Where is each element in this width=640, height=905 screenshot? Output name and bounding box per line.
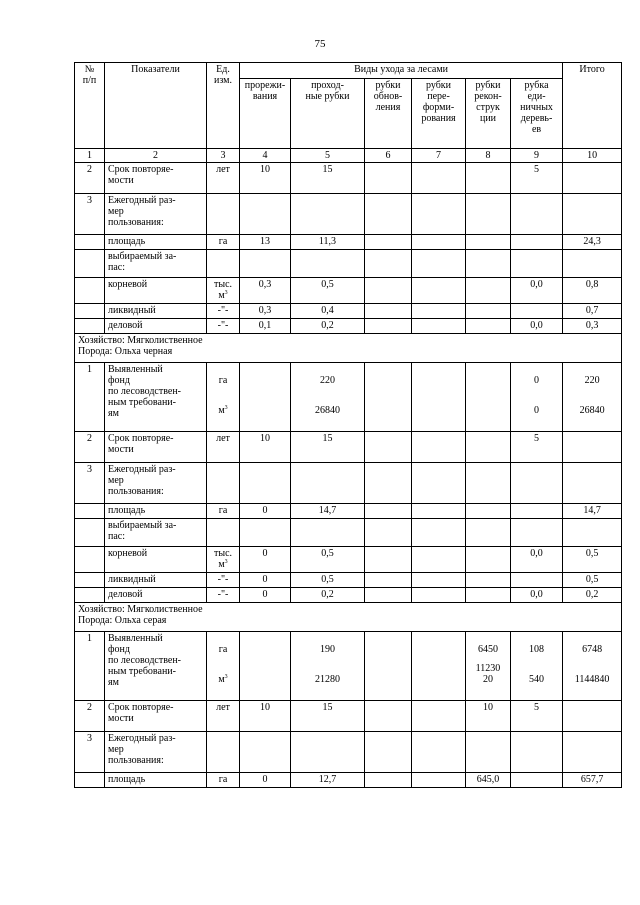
section-header — [75, 603, 622, 632]
cell-value: 0,5 — [291, 573, 365, 588]
cell-value: 15 — [291, 701, 365, 732]
table-row — [75, 504, 622, 519]
cell-value: 0 — [240, 547, 291, 573]
cell-value: 190 21280 — [291, 632, 365, 701]
cell-value: 220 26840 — [291, 363, 365, 432]
table-row — [75, 588, 622, 603]
cell-value: 108 540 — [511, 632, 563, 701]
header-unit: Ед. изм. — [207, 63, 240, 149]
row-unit: -"- — [207, 588, 240, 603]
col-number: 8 — [466, 149, 511, 163]
table-row — [75, 519, 622, 547]
cell-value: 24,3 — [563, 235, 622, 250]
cell-value: 15 — [291, 163, 365, 194]
cell-value: 0,8 — [563, 278, 622, 304]
cell-value: 0 — [240, 573, 291, 588]
row-label: площадь — [105, 773, 207, 788]
header-col-reformation: рубки пере- форми- рования — [412, 79, 466, 149]
header-col-reconstruction: рубки рекон- струк ции — [466, 79, 511, 149]
table-row — [75, 278, 622, 304]
row-number: 1 — [75, 363, 105, 432]
col-number: 9 — [511, 149, 563, 163]
row-number: 3 — [75, 732, 105, 773]
table-row — [75, 547, 622, 573]
cell-value: 0,5 — [291, 278, 365, 304]
cell-value: 0 — [240, 504, 291, 519]
table-row — [75, 573, 622, 588]
header-col-passage-cutting: проход- ные рубки — [291, 79, 365, 149]
cell-value: 0,5 — [563, 547, 622, 573]
cell-value: 0,0 — [511, 278, 563, 304]
cell-value: 10 — [466, 701, 511, 732]
row-label: площадь — [105, 235, 207, 250]
row-unit: га — [207, 773, 240, 788]
cell-value: 5 — [511, 432, 563, 463]
table-row — [75, 363, 622, 432]
cell-value: 14,7 — [291, 504, 365, 519]
cell-value: 13 — [240, 235, 291, 250]
table-row — [75, 463, 622, 504]
header-total: Итого — [563, 63, 622, 149]
cell-value: 657,7 — [563, 773, 622, 788]
cell-value: 5 — [511, 163, 563, 194]
cell-value: 0,3 — [240, 278, 291, 304]
row-unit: -"- — [207, 573, 240, 588]
cell-value: 12,7 — [291, 773, 365, 788]
table-row — [75, 163, 622, 194]
row-label: деловой — [105, 588, 207, 603]
row-unit: тыс. $м^3$ — [207, 547, 240, 573]
cell-value: 0,0 — [511, 547, 563, 573]
row-label: Срок повторяе- мости — [105, 701, 207, 732]
cell-value: 0,0 — [511, 319, 563, 334]
row-label: Срок повторяе- мости — [105, 432, 207, 463]
cell-value: 15 — [291, 432, 365, 463]
breed-label: Порода: Ольха черная — [78, 346, 173, 357]
col-number: 2 — [105, 149, 207, 163]
cell-value: 10 — [240, 432, 291, 463]
row-unit: тыс. $м^3$ — [207, 278, 240, 304]
row-label: ликвидный — [105, 573, 207, 588]
table-row — [75, 235, 622, 250]
row-number: 2 — [75, 701, 105, 732]
row-label: Ежегодный раз- мер пользования: — [105, 194, 207, 235]
cell-value: 220 26840 — [563, 363, 622, 432]
cell-value: 5 — [511, 701, 563, 732]
row-label: деловой — [105, 319, 207, 334]
header-col-renewal: рубки обнов- ления — [365, 79, 412, 149]
row-number: 3 — [75, 463, 105, 504]
cell-value: 0,3 — [240, 304, 291, 319]
row-unit: га — [207, 235, 240, 250]
breed-label: Порода: Ольха серая — [78, 615, 167, 626]
row-unit: -"- — [207, 304, 240, 319]
col-number: 7 — [412, 149, 466, 163]
section-header — [75, 334, 622, 363]
cell-value: 0 — [240, 773, 291, 788]
cell-value: 0 — [240, 588, 291, 603]
cell-value: 10 — [240, 163, 291, 194]
row-unit: га — [207, 504, 240, 519]
row-label: корневой — [105, 547, 207, 573]
table-row — [75, 194, 622, 235]
cell-value: 10 — [240, 701, 291, 732]
header-indicators: Показатели — [105, 63, 207, 149]
cell-value: 0,5 — [563, 573, 622, 588]
row-number: 2 — [75, 163, 105, 194]
row-label: Ежегодный раз- мер пользования: — [105, 463, 207, 504]
row-label: выбираемый за- пас: — [105, 250, 207, 278]
farm-label: Хозяйство: Мягколиственное — [78, 335, 203, 346]
cell-value: 6450 11230 20 — [466, 632, 511, 701]
row-label: Срок повторяе- мости — [105, 163, 207, 194]
table-row — [75, 632, 622, 701]
cell-value: 0,0 — [511, 588, 563, 603]
table-row — [75, 432, 622, 463]
row-label: Выявленный фонд по лесоводствен- ным требовани- ям — [105, 363, 207, 432]
cell-value: 0,2 — [291, 319, 365, 334]
farm-label: Хозяйство: Мягколиственное — [78, 604, 203, 615]
cell-value: 0,2 — [563, 588, 622, 603]
cell-value: 645,0 — [466, 773, 511, 788]
header-col-single-trees: рубка еди- ничных деревь- ев — [511, 79, 563, 149]
table-row — [75, 319, 622, 334]
cell-value: 6748 1144840 — [563, 632, 622, 701]
row-label: Ежегодный раз- мер пользования: — [105, 732, 207, 773]
row-unit: лет — [207, 701, 240, 732]
row-number: 3 — [75, 194, 105, 235]
header-care-types: Виды ухода за лесами — [240, 63, 563, 79]
table-row — [75, 773, 622, 788]
col-number: 3 — [207, 149, 240, 163]
row-number: 1 — [75, 632, 105, 701]
header-col-thinning: прорежи- вания — [240, 79, 291, 149]
col-number: 6 — [365, 149, 412, 163]
table-row — [75, 701, 622, 732]
row-unit: га $м^3$ — [207, 363, 240, 432]
row-label: корневой — [105, 278, 207, 304]
row-unit: -"- — [207, 319, 240, 334]
column-numbers-row — [75, 149, 622, 163]
header-num: № п/п — [75, 63, 105, 149]
forest-care-table — [74, 62, 622, 788]
cell-value: 0,3 — [563, 319, 622, 334]
col-number: 10 — [563, 149, 622, 163]
cell-value: 14,7 — [563, 504, 622, 519]
page-number: 75 — [314, 38, 326, 50]
row-label: ликвидный — [105, 304, 207, 319]
cell-value: 0,5 — [291, 547, 365, 573]
row-label: Выявленный фонд по лесоводствен- ным требовани- ям — [105, 632, 207, 701]
row-unit: га $м^3$ — [207, 632, 240, 701]
table-row — [75, 732, 622, 773]
col-number: 5 — [291, 149, 365, 163]
col-number: 4 — [240, 149, 291, 163]
row-unit: лет — [207, 432, 240, 463]
cell-value: 0,2 — [291, 588, 365, 603]
row-unit: лет — [207, 163, 240, 194]
row-label: выбираемый за- пас: — [105, 519, 207, 547]
cell-value: 0,1 — [240, 319, 291, 334]
cell-value: 0,7 — [563, 304, 622, 319]
row-number: 2 — [75, 432, 105, 463]
table-row — [75, 304, 622, 319]
row-label: площадь — [105, 504, 207, 519]
cell-value: 0,4 — [291, 304, 365, 319]
table-row — [75, 250, 622, 278]
cell-value: 11,3 — [291, 235, 365, 250]
col-number: 1 — [75, 149, 105, 163]
cell-value: 0 0 — [511, 363, 563, 432]
